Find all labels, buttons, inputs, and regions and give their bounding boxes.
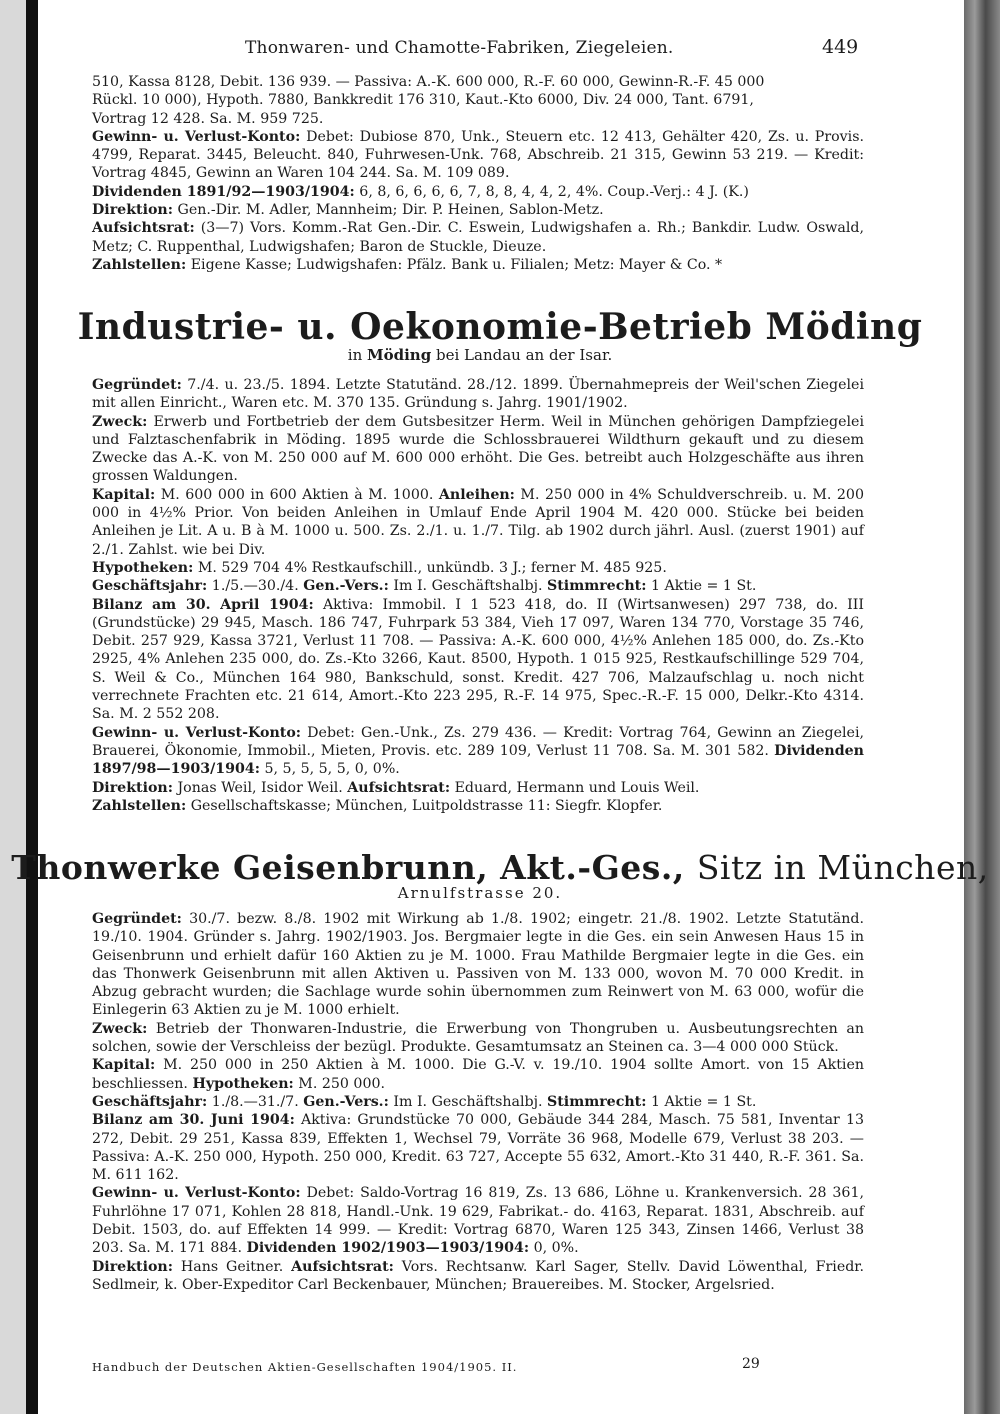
paragraph-zweck: Zweck: Erwerb und Fortbetrieb der dem Gutsbesitzer Herm. Weil in München gehörigen Dampfziegelei und Falztaschenfabrik in Möding. 1895 wurde die Schlossbrauerei Wildthurn gekauft und zu diesem Zwecke das A.-K. von M. 250 000 auf M. 600 000 erhöht. Die Ges. betreibt auch Holzgeschäfte aus ihren grossen Waldungen.	[92, 413, 864, 485]
page-number: 449	[822, 36, 859, 58]
scan-edge-right	[964, 0, 1000, 1414]
paragraph-geschaeftsjahr: Geschäftsjahr: 1./8.—31./7. Gen.-Vers.: Im I. Geschäftshalbj. Stimmrecht: 1 Aktie = 1 St.	[92, 1093, 757, 1110]
scan-binding-shadow	[26, 0, 38, 1414]
paragraph-bilanz: Bilanz am 30. April 1904: Aktiva: Immobil. I 1 523 418, do. II (Wirtsanwesen) 297 738, do. III (Grundstücke) 29 945, Masch. 186 747, Fuhrpark 53 384, Vieh 17 097, Waren 134 770, Vorstage 35 746, Debit. 257 929, Kassa 3721, Verlust 11 708. — Passiva: A.-K. 600 000, 4½% Anlehen 185 000, do. Zs.-Kto 2925, 4% Anlehen 235 000, do. Zs.-Kto 3266, Kaut. 8500, Hypoth. 1 015 925, Restkaufschillinge 529 704, S. Weil & Co., München 164 980, Bankschuld, sonst. Kredit. 427 706, Malzaufschlag u. noch nicht verrechnete Frachten etc. 21 614, Amort.-Kto 223 295, R.-F. 14 975, Spec.-R.-F. 15 000, Delkr.-Kto 4314. Sa. M. 2 552 208.	[92, 596, 864, 723]
paragraph-zahlstellen: Zahlstellen: Gesellschaftskasse; München, Luitpoldstrasse 11: Siegfr. Klopfer.	[92, 797, 663, 814]
paragraph-bilanz: Bilanz am 30. Juni 1904: Aktiva: Grundstücke 70 000, Gebäude 344 284, Masch. 75 581, Inventar 13 272, Debit. 29 251, Kassa 839, Effekten 1, Wechsel 79, Vorräte 36 968, Modelle 679, Verlust 38 203. — Passiva: A.-K. 250 000, Hypoth. 250 000, Kredit. 63 727, Accepte 55 632, Amort.-Kto 31 440, R.-F. 361. Sa. M. 611 162.	[92, 1112, 864, 1184]
scan-edge-left	[0, 0, 26, 1414]
footer-source: Handbuch der Deutschen Aktien-Gesellschaften 1904/1905. II.	[92, 1360, 518, 1374]
paragraph-gegruendet: Gegründet: 30./7. bezw. 8./8. 1902 mit Wirkung ab 1./8. 1902; eingetr. 21./8. 1902. Letzte Statutänd. 19./10. 1904. Gründer s. Jahrg. 1902/1903. Jos. Bergmaier legte in die Ges. ein sein Anwesen Haus 15 in Geisenbrunn und erhielt dafür 160 Aktien zu je M. 1000. Frau Mathilde Bergmaier legte in die Ges. ein das Thonwerk Geisenbrunn mit allen Aktiven u. Passiven von M. 133 000, wovon M. 70 000 Kredit. in Abzug gebracht wurden; die Sachlage wurde sohin übernommen zum Reinwert von M. 63 000, wofür die Einlegerin 63 Aktien zu je M. 1000 erhielt.	[92, 911, 864, 1019]
company-title-geisenbrunn: Thonwerke Geisenbrunn, Akt.-Ges., Sitz in München,	[11, 848, 989, 887]
section-geisenbrunn-body	[92, 910, 864, 1294]
paragraph-geschaeftsjahr: Geschäftsjahr: 1./5.—30./4. Gen.-Vers.: Im I. Geschäftshalbj. Stimmrecht: 1 Aktie = 1 St.	[92, 578, 757, 595]
section-moeding-body	[92, 376, 864, 815]
paragraph-dividenden: Dividenden 1891/92—1903/1904: 6, 8, 6, 6, 6, 6, 7, 8, 8, 4, 4, 2, 4%. Coup.-Verj.: 4 J. (K.)	[92, 183, 749, 200]
paragraph-zweck: Zweck: Betrieb der Thonwaren-Industrie, die Erwerbung von Thongruben u. Ausbeutungsrechten an solchen, sowie der Verschleiss der bezügl. Produkte. Gesamtumsatz an Steinen ca. 3—4 000 000 Stück.	[92, 1020, 864, 1056]
company-title-moeding: Industrie- u. Oekonomie-Betrieb Möding	[77, 306, 923, 348]
company-address-geisenbrunn: Arnulfstrasse 20.	[397, 884, 563, 902]
section-continuation	[92, 73, 864, 274]
paragraph-hypotheken: Hypotheken: M. 529 704 4% Restkaufschill., unkündb. 3 J.; ferner M. 485 925.	[92, 559, 667, 576]
paragraph-gewinn-verlust: Gewinn- u. Verlust-Konto: Debet: Gen.-Unk., Zs. 279 436. — Kredit: Vortrag 764, Gewinn an Ziegelei, Brauerei, Ökonomie, Immobil., Mieten, Provis. etc. 289 109, Verlust 11 708. Sa. M. 301 582. Dividenden 1897/98—1903/1904: 5, 5, 5, 5, 5, 0, 0%.	[92, 724, 864, 778]
paragraph-zahlstellen: Zahlstellen: Eigene Kasse; Ludwigshafen: Pfälz. Bank u. Filialen; Metz: Mayer & Co. *	[92, 256, 723, 273]
paragraph-direktion: Direktion: Hans Geitner. Aufsichtsrat: Vors. Rechtsanw. Karl Sager, Stellv. David Löwenthal, Friedr. Sedlmeir, k. Ober-Expeditor Carl Beckenbauer, München; Brauereibes. M. Stocker, Argelsried.	[92, 1258, 865, 1293]
paragraph-direktion: Direktion: Jonas Weil, Isidor Weil. Aufsichtsrat: Eduard, Hermann und Louis Weil.	[92, 779, 700, 796]
text-line: 510, Kassa 8128, Debit. 136 939. — Passiva: A.-K. 600 000, R.-F. 60 000, Gewinn-R.-F. 45 000	[92, 74, 765, 90]
company-subtitle-moeding: in Möding bei Landau an der Isar.	[347, 346, 613, 364]
paragraph-gewinn-verlust: Gewinn- u. Verlust-Konto: Debet: Dubiose 870, Unk., Steuern etc. 12 413, Gehälter 420, Zs. u. Provis. 4799, Reparat. 3445, Beleucht. 840, Fuhrwesen-Unk. 768, Abschreib. 21 315, Gewinn 53 219. — Kredit: Vortrag 4845, Gewinn an Waren 104 244. Sa. M. 109 089.	[92, 128, 864, 182]
running-header-title: Thonwaren- und Chamotte-Fabriken, Ziegeleien.	[245, 38, 674, 58]
paragraph-direktion: Direktion: Gen.-Dir. M. Adler, Mannheim; Dir. P. Heinen, Sablon-Metz.	[92, 202, 604, 219]
text-line: Vortrag 12 428. Sa. M. 959 725.	[92, 110, 324, 127]
footer-signature: 29	[742, 1356, 760, 1372]
text-line: Rückl. 10 000), Hypoth. 7880, Bankkredit 176 310, Kaut.-Kto 6000, Div. 24 000, Tant. 6791,	[92, 92, 754, 109]
paragraph-aufsichtsrat: Aufsichtsrat: (3—7) Vors. Komm.-Rat Gen.-Dir. C. Eswein, Ludwigshafen a. Rh.; Bankdir. Ludw. Oswald, Metz; C. Ruppenthal, Ludwigshafen; Baron de Stuckle, Dieuze.	[92, 220, 865, 255]
paragraph-kapital: Kapital: M. 600 000 in 600 Aktien à M. 1000. Anleihen: M. 250 000 in 4% Schuldverschreib. u. M. 200 000 in 4½% Prior. Von beiden Anleihen in Umlauf Ende April 1904 M. 420 000. Stücke bei beiden Anleihen je Lit. A u. B à M. 1000 u. 500. Zs. 2./1. u. 1./7. Tilg. ab 1902 durch jährl. Ausl. (zuerst 1901) auf 2./1. Zahlst. wie bei Div.	[92, 486, 864, 558]
paragraph-gewinn-verlust: Gewinn- u. Verlust-Konto: Debet: Saldo-Vortrag 16 819, Zs. 13 686, Löhne u. Krankenversich. 28 361, Fuhrlöhne 17 071, Kohlen 28 818, Handl.-Unk. 19 629, Fabrikat.- do. 4163, Reparat. 1831, Abschreib. auf Debit. 1503, do. auf Effekten 14 999. — Kredit: Vortrag 6870, Waren 125 343, Zinsen 1466, Verlust 38 203. Sa. M. 171 884. Dividenden 1902/1903—1903/1904: 0, 0%.	[92, 1185, 864, 1257]
paragraph-gegruendet: Gegründet: 7./4. u. 23./5. 1894. Letzte Statutänd. 28./12. 1899. Übernahmepreis der Weil'schen Ziegelei mit allen Einricht., Waren etc. M. 370 135. Gründung s. Jahrg. 1901/1902.	[92, 377, 864, 412]
paragraph-kapital: Kapital: M. 250 000 in 250 Aktien à M. 1000. Die G.-V. v. 19./10. 1904 sollte Amort. von 15 Aktien beschliessen. Hypotheken: M. 250 000.	[92, 1057, 864, 1092]
